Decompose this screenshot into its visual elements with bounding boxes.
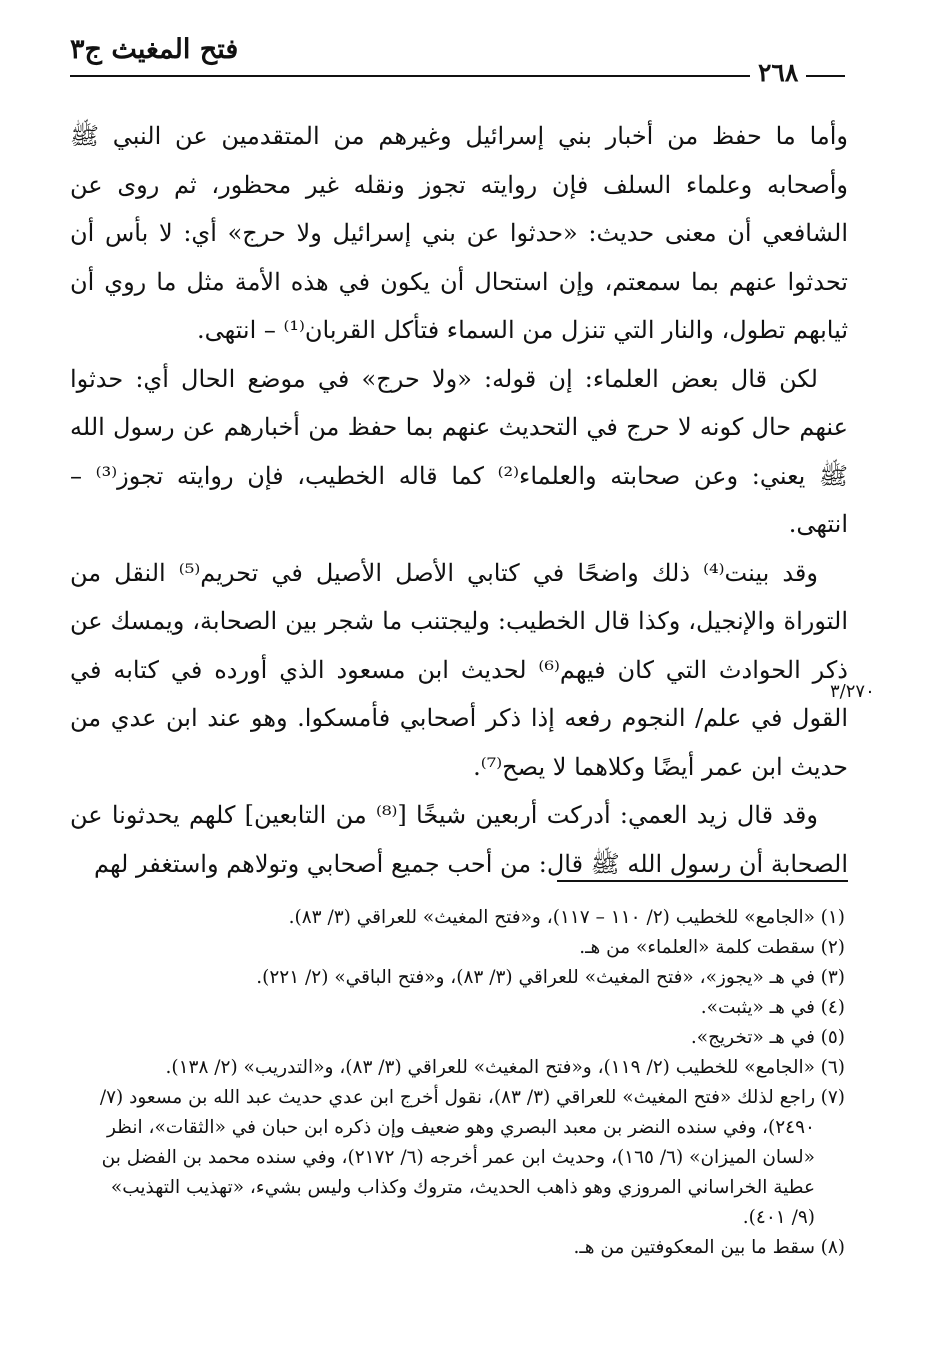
footnote-divider <box>557 880 848 882</box>
footnote <box>82 963 845 993</box>
footnote-text: سقطت كلمة «العلماء» من هـ. <box>579 937 815 958</box>
page-header <box>70 28 845 87</box>
paragraph: وأما ما حفظ من أخبار بني إسرائيل وغيرهم من المتقدمين عن النبي ﷺ وأصحابه وعلماء السلف فإن روايته تجوز ونقله غير محظور، ثم روى عن الشافعي أن معنى حديث: «حدثوا عن بني إسرائيل ولا حرج» أي: لا بأس أن تحدثوا عنهم بما سمعتم، وإن استحال أن يكون في هذه الأمة مثل ما روي أن ثيابهم تطول، والنار التي تنزل من السماء فتأكل القربان⁽¹⁾ – انتهى. <box>70 122 848 344</box>
footnote-text: «الجامع» للخطيب (٢/ ١١٩)، و«فتح المغيث» للعراقي (٣/ ٨٣)، و«التدريب» (٢/ ١٣٨). <box>165 1057 815 1078</box>
page-number: ٢٦٨ <box>750 58 806 87</box>
running-title: فتح المغيث ج٣ <box>70 34 239 65</box>
footnote-number: (٥) <box>820 1027 845 1048</box>
footnote <box>82 1233 845 1263</box>
footnote <box>82 993 845 1023</box>
margin-page-reference: ٣/٢٧٠ <box>830 681 875 702</box>
footnote-number: (٧) <box>820 1087 845 1108</box>
footnote <box>82 903 845 933</box>
footnote-text: راجع لذلك «فتح المغيث» للعراقي (٣/ ٨٣)، نقول أخرج ابن عدي حديث عبد الله بن مسعود (٧/ ٢٤٩٠)، وفي سنده النضر بن معبد البصري وهو ضعيف وإن ذكره ابن حبان في «الثقات»، انظر «لسان الميزان» (٦/ ١٦٥)، وحديث ابن عمر أخرجه (٦/ ٢١٧٢)، وفي سنده محمد بن الفضل بن عطية الخراساني المروزي وهو ذاهب الحديث، متروك وكذاب وليس بشيء، «تهذيب التهذيب» (٩/ ٤٠١). <box>99 1087 815 1228</box>
footnote-number: (٦) <box>820 1057 845 1078</box>
footnote <box>82 1023 845 1053</box>
footnote-number: (١) <box>820 907 845 928</box>
footnote-text: في هـ «تخريج». <box>690 1027 815 1048</box>
paragraph: لكن قال بعض العلماء: إن قوله: «ولا حرج» في موضع الحال أي: حدثوا عنهم حال كونه لا حرج في التحديث عنهم بما حفظ من أخبارهم عن رسول الله ﷺ يعني: وعن صحابته والعلماء⁽²⁾ كما قاله الخطيب، فإن روايته تجوز⁽³⁾ – انتهى. <box>70 364 849 538</box>
header-rule <box>70 75 845 77</box>
footnote-number: (٤) <box>820 997 845 1018</box>
footnote-text: في هـ «يثبت». <box>700 997 815 1018</box>
footnote-number: (٨) <box>820 1237 845 1258</box>
footnote-text: في هـ «يجوز»، «فتح المغيث» للعراقي (٣/ ٨٣)، و«فتح الباقي» (٢/ ٢٢١). <box>256 967 815 988</box>
paragraph: وقد بينت⁽⁴⁾ ذلك واضحًا في كتابي الأصل الأصيل في تحريم⁽⁵⁾ النقل من التوراة والإنجيل، وكذا قال الخطيب: وليجتنب ما شجر بين الصحابة، ويمسك عن ذكر الحوادث التي كان فيهم⁽⁶⁾ لحديث ابن مسعود الذي أورده في كتابه في القول في علم/ النجوم رفعه إذا ذكر أصحابي فأمسكوا. وهو عند ابن عدي من حديث ابن عمر أيضًا وكلاهما لا يصح⁽⁷⁾. <box>70 558 848 781</box>
footnote-number: (٣) <box>820 967 845 988</box>
footnote-text: «الجامع» للخطيب (٢/ ١١٠ – ١١٧)، و«فتح المغيث» للعراقي (٣/ ٨٣). <box>288 907 815 928</box>
footnote <box>82 933 845 963</box>
footnote-number: (٢) <box>820 937 845 958</box>
footnote <box>82 1083 845 1233</box>
footnotes <box>82 903 845 1263</box>
paragraph: وقد قال زيد العمي: أدركت أربعين شيخًا [⁽⁸⁾ من التابعين] كلهم يحدثونا عن الصحابة أن رسول الله ﷺ قال: من أحب جميع أصحابي وتولاهم واستغفر لهم <box>70 801 848 878</box>
main-text <box>70 112 848 888</box>
footnote <box>82 1053 845 1083</box>
footnote-text: سقط ما بين المعكوفتين من هـ. <box>573 1237 815 1258</box>
